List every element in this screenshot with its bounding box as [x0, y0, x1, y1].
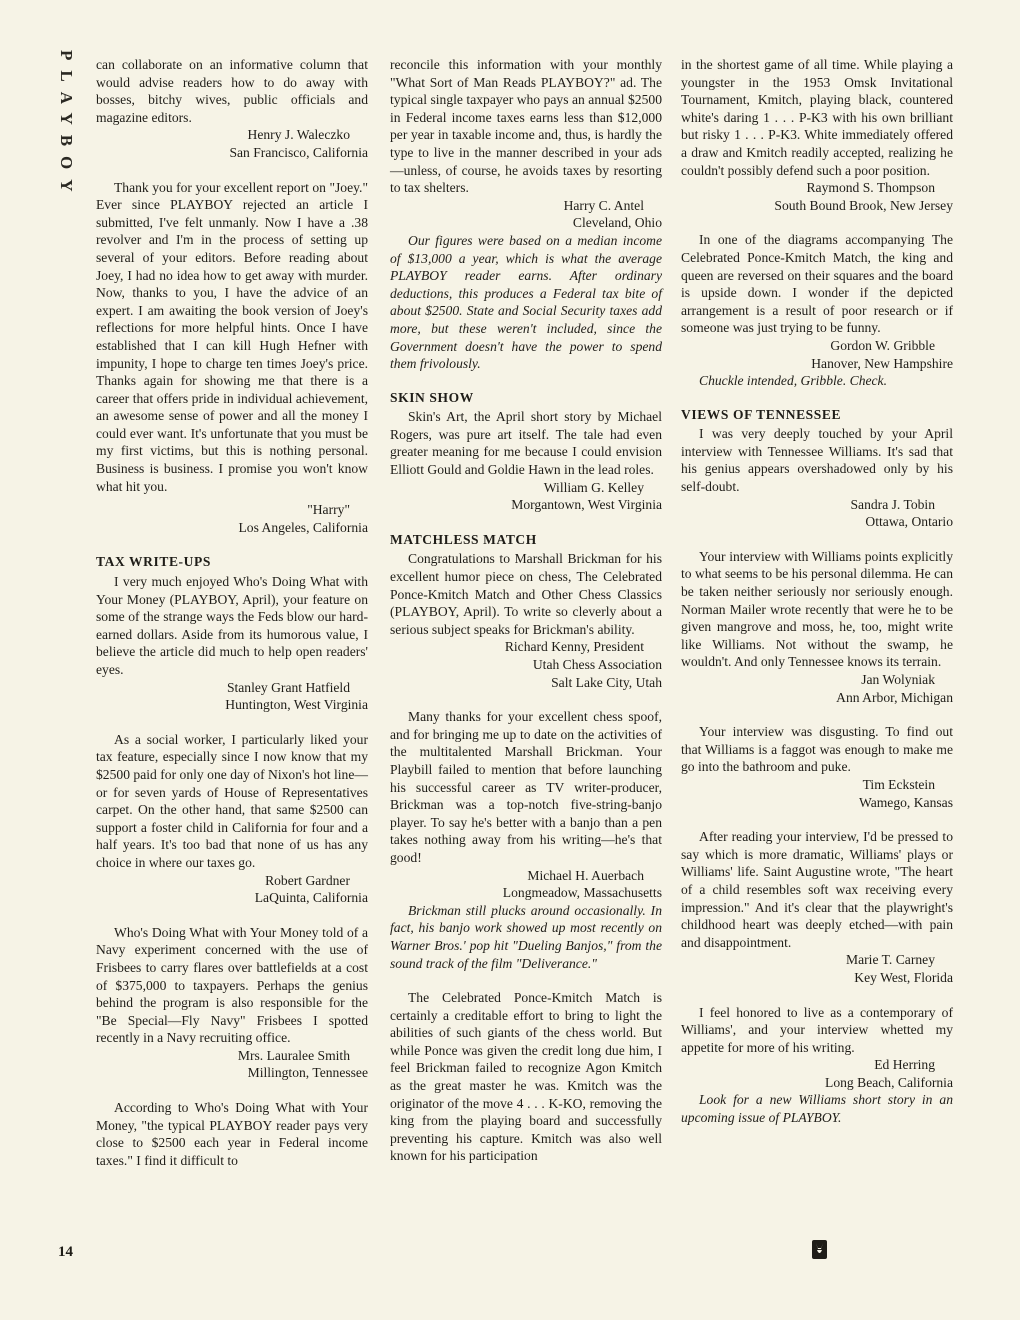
signature-block — [681, 496, 953, 531]
letter-author: Richard Kenny, President — [504, 639, 644, 655]
letter-location: Longmeadow, Massachusetts — [502, 885, 662, 901]
signature-block — [96, 679, 368, 714]
letter-location: Salt Lake City, Utah — [551, 674, 662, 690]
letter-author: Jan Wolyniak — [861, 672, 935, 687]
letter-paragraph: I was very deeply touched by your April interview with Tennessee Williams. It's sad that his genius appears overshadowed only by his self-doubt. — [681, 426, 953, 495]
section-heading-skin: SKIN SHOW — [390, 389, 474, 405]
letter-paragraph: can collaborate on an informative column that would advise readers how to do away with bosses, bitchy wives, public officials and magazine editors. — [96, 57, 368, 125]
column-3 — [681, 56, 953, 1127]
letter-location: Hanover, New Hampshire — [811, 355, 953, 371]
letter-paragraph: I very much enjoyed Who's Doing What with Your Money (PLAYBOY, April), your feature on some of the strange ways the Feds blow our hard-earned dollars. Aside from its humorous value, I believe the article did much to help open readers' eyes. — [96, 574, 368, 677]
letter-paragraph: Your interview with Williams points explicitly to what seems to be his personal dilemma. He can be taken neither seriously nor seriously enough. Norman Mailer wrote recently that were he to be given mangrove and moss, he, too, might write like Williams. Not without the swamp, he wouldn't. And only Tennessee knows its terrain. — [681, 548, 953, 670]
signature-block — [390, 638, 662, 691]
letter-paragraph: Thank you for your excellent report on "Joey." Ever since PLAYBOY rejected an article I submitted, I've felt unmanly. Now I have a .38 revolver and I'm in the process of setting up several of your editors. Before reading about Joey, I had no idea how to get away with murder. Now, thanks to you, I have the advice of an expert. I am awaiting the book version of Joey's reflections for more helpful hints. Once I have established that I can kill Hugh Hefner with impunity, I hope to charge ten times Joey's price. Thanks again for showing me that there is a career that offers pride in individual achievement, an awesome sense of power and all the money I could ever want. It's unfortunate that you must be my first victims, but this is nothing personal. Business is business. I promise you won't know what hit you. — [96, 179, 368, 494]
masthead: PLAYBOY — [57, 50, 76, 202]
signature-block — [681, 671, 953, 706]
letter-location: South Bound Brook, New Jersey — [774, 197, 953, 213]
letter-author: Robert Gardner — [265, 872, 350, 888]
letter-location: Millington, Tennessee — [247, 1065, 368, 1081]
letter-organization: Utah Chess Association — [532, 657, 662, 672]
letter-author: Mrs. Lauralee Smith — [237, 1047, 350, 1063]
letter-location: Long Beach, California — [825, 1074, 953, 1090]
signature-block — [390, 479, 662, 514]
letter-paragraph: I feel honored to live as a contemporary of Williams', and your interview whetted my appetite for more of his writing. — [681, 1004, 953, 1055]
section-heading-tennessee: VIEWS OF TENNESSEE — [681, 406, 842, 422]
editor-reply: Our figures were based on a median income of $13,000 a year, which is what the average PLAYBOY reader earns. After ordinary deductions, this produces a Federal tax bite of about $2500. State and Social Security taxes add more, but these weren't included, since the Government doesn't have the power to spend them frivolously. — [390, 232, 662, 372]
letter-author: Stanley Grant Hatfield — [226, 679, 350, 695]
page-number: 14 — [58, 1244, 73, 1260]
section-heading-match: MATCHLESS MATCH — [390, 531, 537, 547]
signature-block — [96, 501, 368, 536]
letter-location: Huntington, West Virginia — [225, 697, 368, 713]
rabbit-head-logo-icon — [812, 1240, 827, 1259]
letter-location: Key West, Florida — [854, 969, 953, 985]
letter-author: Gordon W. Gribble — [830, 337, 935, 353]
column-1 — [96, 56, 368, 1169]
letter-paragraph: Many thanks for your excellent chess spoof, and for bringing me up to date on the activities of the multitalented Marshall Brickman. Your Playbill failed to mention that before launching his successful career as TV writer-producer, Brickman was a top-notch five-string-banjo player. To say he's better with a banjo than a pen takes nothing away from his writing—he's that good! — [390, 709, 662, 865]
letter-paragraph: After reading your interview, I'd be pressed to say which is more dramatic, Williams' plays or Williams' life. Saint Augustine wrote, "The heart of a child resembles soft wax receiving every impression." And it's clear that the playwright's childhood heart was deeply etched—with pain and disappointment. — [681, 829, 953, 950]
letter-paragraph: The Celebrated Ponce-Kmitch Match is certainly a creditable effort to bring to light the abilities of such giants of the chess world. But while Ponce was given the credit long due him, I feel Brickman failed to recognize Agon Kmitch as the great master he was. Kmitch was the originator of the move 4 . . . K-KO, removing the king from the playing board and successfully preventing his capture. Kmitch was also well known for his participation — [390, 990, 662, 1164]
section-heading-tax: TAX WRITE-UPS — [96, 554, 211, 570]
letter-paragraph: Skin's Art, the April short story by Michael Rogers, was pure art itself. The tale had even greater meaning for me because I could envision Elliott Gould and Goldie Hawn in the lead roles. — [390, 409, 662, 478]
letter-location: Los Angeles, California — [238, 519, 368, 535]
letter-author: Sandra J. Tobin — [850, 496, 935, 512]
signature-block — [681, 337, 953, 372]
letter-author: Henry J. Waleczko — [247, 127, 350, 143]
letter-location: Morgantown, West Virginia — [511, 497, 662, 513]
editor-reply: Chuckle intended, Gribble. Check. — [699, 373, 887, 389]
letter-author: William G. Kelley — [543, 479, 644, 495]
signature-block — [681, 179, 953, 214]
letter-location: Cleveland, Ohio — [572, 215, 662, 231]
letter-author: Tim Eckstein — [862, 776, 935, 792]
letter-location: Wamego, Kansas — [858, 794, 953, 810]
signature-block — [681, 951, 953, 986]
letter-location: Ann Arbor, Michigan — [836, 689, 953, 705]
signature-block — [681, 776, 953, 811]
letter-paragraph: As a social worker, I particularly liked your tax feature, especially since I now know that my $2500 paid for only one day of Nixon's hot line—or for seven yards of House of Representatives carpet. On the other hand, that same $2500 can support a foster child in California for four and a half years. It's too bad that none of us has any choice in where our taxes go. — [96, 731, 368, 870]
letter-location: LaQuinta, California — [254, 890, 368, 906]
letter-author: Michael H. Auerbach — [527, 867, 644, 883]
signature-block — [390, 197, 662, 232]
editor-reply: Brickman still plucks around occasionally. In fact, his banjo work showed up most recently on Warner Bros.' pop hit "Dueling Banjos," from the sound track of the film "Deliverance." — [390, 902, 662, 971]
letter-author: Marie T. Carney — [846, 952, 935, 968]
letter-author: Harry C. Antel — [563, 197, 644, 213]
letter-location: San Francisco, California — [229, 144, 368, 160]
letter-author: Raymond S. Thompson — [806, 180, 935, 196]
letter-paragraph: In one of the diagrams accompanying The Celebrated Ponce-Kmitch Match, the king and queen are reversed on their squares and the board is upside down. I wonder if the depicted arrangement is a result of poor research or if someone was just trying to be funny. — [681, 232, 953, 336]
signature-block — [390, 867, 662, 902]
editor-reply: Look for a new Williams short story in an upcoming issue of PLAYBOY. — [681, 1092, 953, 1126]
column-2 — [390, 56, 662, 1165]
letter-paragraph: Your interview was disgusting. To find out that Williams is a faggot was enough to make me go into the bathroom and puke. — [681, 724, 953, 775]
letter-paragraph: in the shortest game of all time. While playing a youngster in the 1953 Omsk Invitational Tournament, Kmitch, playing black, countered white's daring 1 . . . P-K3 with his own brilliant but risky 1 . . . P-K3. White immediately offered a draw and Kmitch readily accepted, realizing he couldn't possibly defend such a poor position. — [681, 57, 953, 178]
signature-block — [96, 126, 368, 161]
letter-author: Ed Herring — [874, 1057, 935, 1073]
letter-paragraph: According to Who's Doing What with Your Money, "the typical PLAYBOY reader pays very close to $2500 each year in Federal income taxes." I find it difficult to — [96, 1100, 368, 1168]
letter-paragraph: reconcile this information with your monthly "What Sort of Man Reads PLAYBOY?" ad. The typical single taxpayer who pays an annual $2500 in Federal income taxes earns less than $12,000 per year in taxable income and, thus, is hardly the type to live in the manner described in your ads—unless, of course, he avoids taxes by resorting to tax shelters. — [390, 57, 662, 196]
letter-location: Ottawa, Ontario — [865, 514, 953, 530]
signature-block — [681, 1056, 953, 1091]
signature-block — [96, 872, 368, 907]
letter-paragraph: Who's Doing What with Your Money told of a Navy experiment concerned with the use of Frisbees to carry flares over battlefields at a cost of $375,000 to taxpayers. Perhaps the genius behind the program is also responsible for the "Be Special—Fly Navy" Frisbees I spotted recently in a Navy recruiting office. — [96, 924, 368, 1046]
letter-author: "Harry" — [307, 502, 350, 518]
signature-block — [96, 1047, 368, 1082]
letter-paragraph: Congratulations to Marshall Brickman for his excellent humor piece on chess, The Celebrated Ponce-Kmitch Match and Other Chess Classics (PLAYBOY, April). To write so cleverly about a serious subject speaks for Brickman's ability. — [390, 551, 662, 637]
